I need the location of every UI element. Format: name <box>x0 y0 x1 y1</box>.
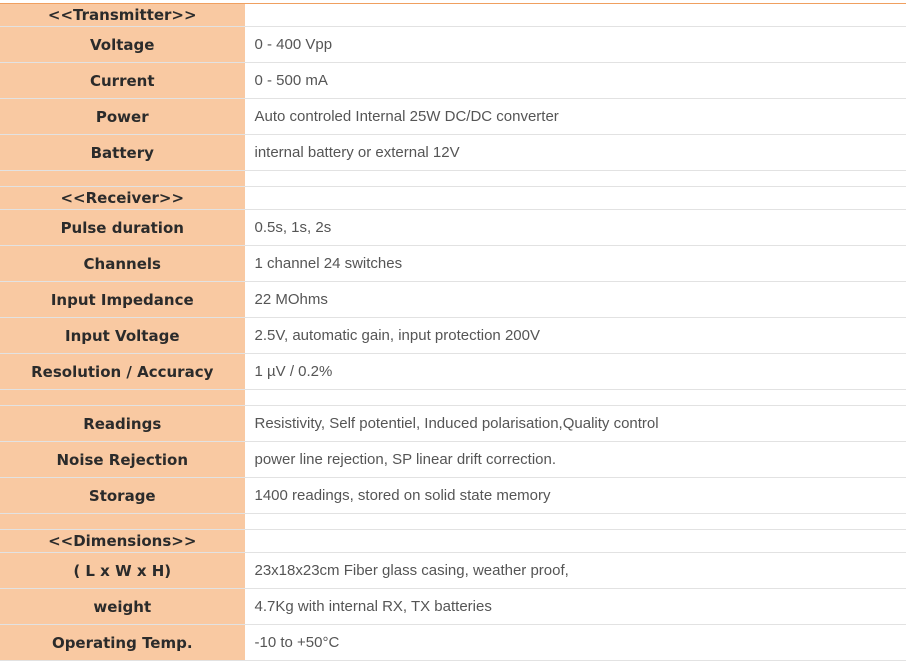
section-header-row <box>0 187 906 210</box>
spec-row <box>0 27 906 63</box>
spec-label: Input Voltage <box>0 318 245 354</box>
spec-label <box>0 514 245 530</box>
spec-row <box>0 210 906 246</box>
spacer-row <box>0 390 906 406</box>
spec-label: Storage <box>0 478 245 514</box>
spec-value: 1 µV / 0.2% <box>245 354 906 390</box>
section-header-row <box>0 530 906 553</box>
spec-row <box>0 63 906 99</box>
section-title: <<Receiver>> <box>0 187 245 210</box>
spec-label: Pulse duration <box>0 210 245 246</box>
spec-table <box>0 4 906 661</box>
spec-label: Operating Temp. <box>0 625 245 661</box>
spec-label: Noise Rejection <box>0 442 245 478</box>
spec-row <box>0 442 906 478</box>
spec-value: 1 channel 24 switches <box>245 246 906 282</box>
spec-label: Resolution / Accuracy <box>0 354 245 390</box>
spec-row <box>0 478 906 514</box>
spacer-row <box>0 514 906 530</box>
spec-row <box>0 246 906 282</box>
spacer-row <box>0 171 906 187</box>
spec-value: 4.7Kg with internal RX, TX batteries <box>245 589 906 625</box>
section-title: <<Dimensions>> <box>0 530 245 553</box>
spec-value: 0 - 400 Vpp <box>245 27 906 63</box>
spec-value: 0 - 500 mA <box>245 63 906 99</box>
spec-value: power line rejection, SP linear drift correction. <box>245 442 906 478</box>
spec-row <box>0 99 906 135</box>
spec-value: 22 MOhms <box>245 282 906 318</box>
spec-label <box>0 171 245 187</box>
spec-row <box>0 625 906 661</box>
spec-row <box>0 553 906 589</box>
spec-value: 2.5V, automatic gain, input protection 200V <box>245 318 906 354</box>
spec-label: Voltage <box>0 27 245 63</box>
spec-row <box>0 282 906 318</box>
spec-row <box>0 354 906 390</box>
spec-label: Readings <box>0 406 245 442</box>
spec-value: 0.5s, 1s, 2s <box>245 210 906 246</box>
spec-label: Power <box>0 99 245 135</box>
spec-value: 23x18x23cm Fiber glass casing, weather proof, <box>245 553 906 589</box>
spec-value: 1400 readings, stored on solid state memory <box>245 478 906 514</box>
spec-value: internal battery or external 12V <box>245 135 906 171</box>
spec-row <box>0 589 906 625</box>
spec-row <box>0 318 906 354</box>
spec-value: -10 to +50°C <box>245 625 906 661</box>
spec-value <box>245 4 906 27</box>
spec-label: Channels <box>0 246 245 282</box>
spec-value: Auto controled Internal 25W DC/DC converter <box>245 99 906 135</box>
spec-value <box>245 514 906 530</box>
spec-label: weight <box>0 589 245 625</box>
spec-value <box>245 530 906 553</box>
section-header-row <box>0 4 906 27</box>
spec-value <box>245 187 906 210</box>
spec-label: Battery <box>0 135 245 171</box>
spec-row <box>0 406 906 442</box>
spec-value <box>245 390 906 406</box>
spec-label: ( L x W x H) <box>0 553 245 589</box>
spec-value <box>245 171 906 187</box>
spec-value: Resistivity, Self potentiel, Induced polarisation,Quality control <box>245 406 906 442</box>
spec-label: Current <box>0 63 245 99</box>
spec-label: Input Impedance <box>0 282 245 318</box>
spec-table-body <box>0 4 906 661</box>
section-title: <<Transmitter>> <box>0 4 245 27</box>
spec-label <box>0 390 245 406</box>
spec-row <box>0 135 906 171</box>
